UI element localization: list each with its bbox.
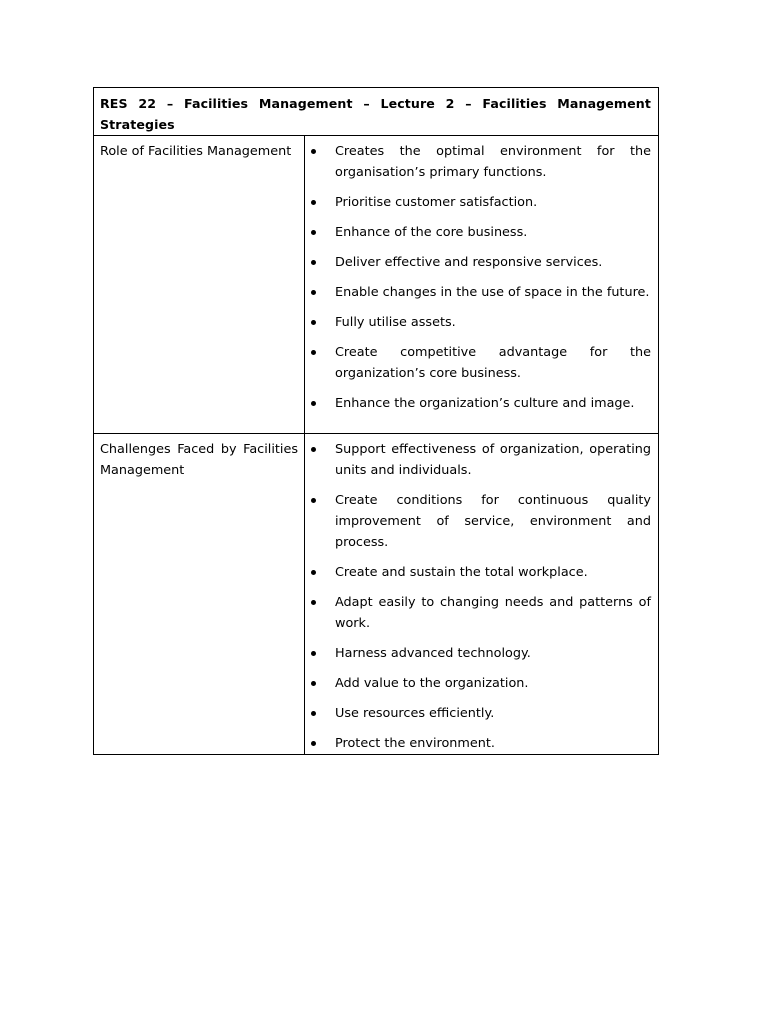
bullet-icon — [311, 447, 316, 452]
bullet-icon — [311, 260, 316, 265]
bullet-cell — [305, 136, 659, 434]
bullet-icon — [311, 149, 316, 154]
bullet-icon — [311, 320, 316, 325]
list-item — [305, 282, 651, 303]
list-item-text: Enable changes in the use of space in the future. — [335, 285, 650, 300]
list-item-text: Protect the environment. — [335, 736, 495, 751]
list-item-text: Create and sustain the total workplace. — [335, 565, 588, 580]
list-item-text: Create conditions for continuous quality improvement of service, environment and process. — [335, 493, 651, 550]
bullet-icon — [311, 401, 316, 406]
bullet-icon — [311, 651, 316, 656]
list-item-text: Prioritise customer satisfaction. — [335, 195, 538, 210]
bullet-icon — [311, 570, 316, 575]
table-row — [94, 434, 659, 755]
table-row — [94, 136, 659, 434]
list-item — [305, 643, 651, 664]
list-item — [305, 490, 651, 553]
list-item-text: Fully utilise assets. — [335, 315, 456, 330]
list-item — [305, 673, 651, 694]
bullet-icon — [311, 230, 316, 235]
list-item-text: Creates the optimal environment for the organisation’s primary functions. — [335, 144, 651, 180]
bullet-icon — [311, 600, 316, 605]
bullet-icon — [311, 711, 316, 716]
list-item — [305, 733, 651, 754]
bullet-icon — [311, 200, 316, 205]
list-item — [305, 222, 651, 243]
list-item — [305, 141, 651, 183]
bullet-icon — [311, 350, 316, 355]
list-item — [305, 312, 651, 333]
list-item-text: Use resources efficiently. — [335, 706, 495, 721]
table-header-row — [94, 88, 659, 136]
list-item-text: Adapt easily to changing needs and patterns of work. — [335, 595, 651, 631]
list-item-text: Support effectiveness of organization, operating units and individuals. — [335, 442, 651, 478]
list-item — [305, 562, 651, 583]
list-item — [305, 439, 651, 481]
list-item-text: Harness advanced technology. — [335, 646, 531, 661]
list-item — [305, 342, 651, 384]
list-item-text: Enhance of the core business. — [335, 225, 528, 240]
row-label: Challenges Faced by Facilities Management — [94, 434, 305, 755]
list-item-text: Deliver effective and responsive services. — [335, 255, 603, 270]
list-item — [305, 592, 651, 634]
list-item-text: Add value to the organization. — [335, 676, 529, 691]
bullet-list — [305, 141, 651, 414]
row-label: Role of Facilities Management — [94, 136, 305, 434]
list-item — [305, 703, 651, 724]
bullet-icon — [311, 741, 316, 746]
list-item — [305, 192, 651, 213]
strategies-table — [93, 87, 659, 755]
bullet-list — [305, 439, 651, 754]
list-item-text: Enhance the organization’s culture and image. — [335, 396, 635, 411]
bullet-icon — [311, 498, 316, 503]
list-item-text: Create competitive advantage for the organization’s core business. — [335, 345, 651, 381]
list-item — [305, 393, 651, 414]
bullet-icon — [311, 290, 316, 295]
bullet-cell — [305, 434, 659, 755]
document-title: RES 22 – Facilities Management – Lecture 2 – Facilities Management Strategies — [94, 88, 659, 136]
bullet-icon — [311, 681, 316, 686]
list-item — [305, 252, 651, 273]
